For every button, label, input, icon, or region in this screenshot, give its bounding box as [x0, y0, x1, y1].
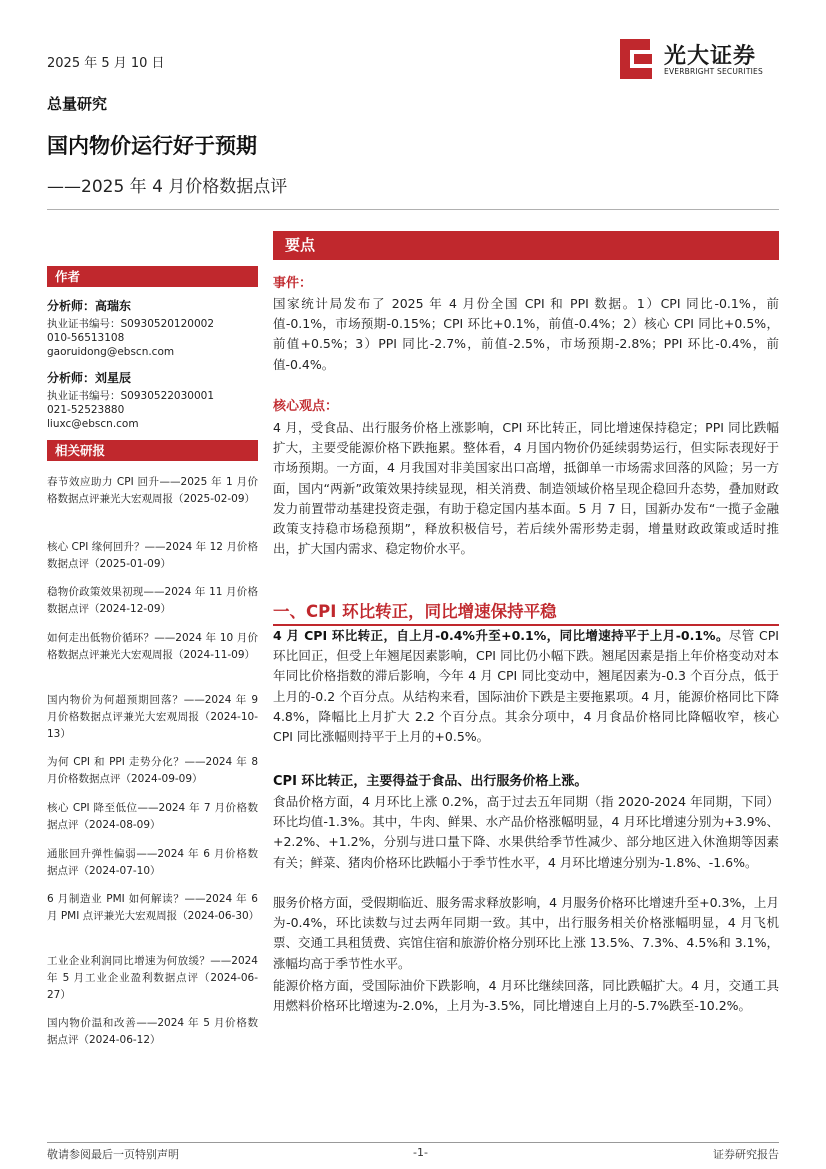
- analyst-cert: 执业证书编号：S0930522030001: [47, 390, 215, 402]
- everbright-logo: [618, 37, 778, 81]
- authors-heading: 作者: [47, 266, 258, 287]
- related-report-item[interactable]: 核心 CPI 降至低位——2024 年 7 月价格数据点评（2024-08-09）: [47, 802, 258, 831]
- logo-english-name: EVERBRIGHT SECURITIES: [664, 67, 763, 76]
- section-1-body: 尽管 CPI 环比回正，但受上年翘尾因素影响，CPI 同比仍小幅下跌。翘尾因素是指上年价格变动对本年同比价格指数的滞后影响，今年 4 月 CPI 同比变动中，翘尾因素为-0.3 个百分点，低于上月的-0.2 个百分点。从结构来看，国际油价下跌是主要拖累项。4 月，能源价格同比下降 4.8%，降幅比上月扩大 2.2 个百分点。其余分项中，4 月食品价格同比降幅收窄，核心 CPI 同比涨幅则持平于上月的+0.5%。: [273, 628, 779, 745]
- footer-divider: [47, 1142, 779, 1143]
- analyst-name: 分析师：高瑞东: [47, 299, 132, 313]
- analyst-email[interactable]: gaoruidong@ebscn.com: [47, 346, 175, 358]
- related-report-item[interactable]: 春节效应助力 CPI 回升——2025 年 1 月价格数据点评兼光大宏观周报（2025-02-09）: [47, 476, 258, 505]
- footer-disclaimer-note: 敬请参阅最后一页特别声明: [47, 1148, 179, 1161]
- key-points-heading: 要点: [273, 231, 779, 260]
- related-report-item[interactable]: 核心 CPI 缘何回升？——2024 年 12 月价格数据点评（2025-01-09）: [47, 541, 258, 570]
- section-1-title: 一、CPI 环比转正，同比增速保持平稳: [273, 602, 557, 621]
- analyst-cert: 执业证书编号：S0930520120002: [47, 318, 215, 330]
- core-view-paragraph: 4 月，受食品、出行服务价格上涨影响，CPI 环比转正，同比增速保持稳定；PPI 同比跌幅扩大，主要受能源价格下跌拖累。整体看，4 月国内物价仍延续弱势运行，但实际表现好于市场预期。一方面，4 月我国对非美国家出口高增，抵御单一市场需求回落的风险；另一方面，国内“两新”政策效果持续显现，相关消费、制造领域价格呈现企稳回升态势，叠加财政发力前置带动基建投资走强，有助于稳定国内基本面。5 月 7 日，国新办发布“一揽子金融政策支持稳市场稳预期”，释放积极信号，若后续外需形势走弱，增量财政政策或适时推出，扩大国内需求、稳定物价水平。: [273, 420, 779, 557]
- footer-report-type: 证券研究报告: [713, 1148, 779, 1161]
- report-date: 2025 年 5 月 10 日: [47, 56, 165, 71]
- analyst-1: [47, 297, 258, 359]
- related-report-item[interactable]: 6 月制造业 PMI 如何解读？——2024 年 6 月 PMI 点评兼光大宏观周报（2024-06-30）: [47, 893, 260, 922]
- service-price-paragraph: 服务价格方面，受假期临近、服务需求释放影响，4 月服务价格环比增速升至+0.3%，上月为-0.4%，环比读数与过去两年同期一致。其中，出行服务相关价格涨幅明显，4 月飞机票、交通工具租赁费、宾馆住宿和旅游价格分别环比上涨 13.5%、7.3%、4.5%和 3.1%，涨幅均高于季节性水平。: [273, 895, 779, 971]
- analyst-name: 分析师：刘星辰: [47, 371, 132, 385]
- related-report-item[interactable]: 为何 CPI 和 PPI 走势分化？——2024 年 8 月价格数据点评（2024-09-09）: [47, 756, 258, 785]
- title-divider: [47, 209, 779, 210]
- energy-price-paragraph: 能源价格方面，受国际油价下跌影响，4 月环比继续回落，同比跌幅扩大。4 月，交通工具用燃料价格环比增速为-2.0%，上月为-3.5%，同比增速自上月的-5.7%跌至-10.2%。: [273, 978, 779, 1014]
- related-reports-heading: 相关研报: [47, 440, 258, 461]
- subsection-1-title: CPI 环比转正，主要得益于食品、出行服务价格上涨。: [273, 774, 588, 789]
- event-label: 事件：: [273, 276, 313, 291]
- report-category: 总量研究: [47, 95, 108, 113]
- analyst-2: [47, 369, 258, 431]
- report-subtitle: ——2025 年 4 月价格数据点评: [47, 177, 288, 197]
- report-title: 国内物价运行好于预期: [47, 134, 257, 158]
- section-1-lead: 4 月 CPI 环比转正，自上月-0.4%升至+0.1%，同比增速持平于上月-0.1%。: [273, 628, 729, 643]
- analyst-email[interactable]: liuxc@ebscn.com: [47, 418, 139, 430]
- everbright-logo-icon: [618, 39, 654, 79]
- related-report-item[interactable]: 通胀回升弹性偏弱——2024 年 6 月价格数据点评（2024-07-10）: [47, 848, 258, 877]
- related-report-item[interactable]: 国内物价为何超预期回落？——2024 年 9 月价格数据点评兼光大宏观周报（2024-10-13）: [47, 694, 258, 740]
- section-1-paragraph: [273, 626, 779, 747]
- related-report-item[interactable]: 如何走出低物价循环？——2024 年 10 月价格数据点评兼光大宏观周报（2024-11-09）: [47, 632, 258, 661]
- logo-chinese-name: 光大证券: [664, 44, 757, 69]
- page-number: -1-: [413, 1146, 428, 1159]
- related-report-item[interactable]: 国内物价温和改善——2024 年 5 月价格数据点评（2024-06-12）: [47, 1017, 258, 1046]
- related-report-item[interactable]: 工业企业利润同比增速为何放缓？——2024 年 5 月工业企业盈利数据点评（2024-06-27）: [47, 955, 258, 1001]
- core-view-label: 核心观点：: [273, 399, 339, 414]
- event-paragraph: 国家统计局发布了 2025 年 4 月份全国 CPI 和 PPI 数据。1）CPI 同比-0.1%，前值-0.1%，市场预期-0.15%；CPI 环比+0.1%，前值-0.4%；2）核心 CPI 同比+0.5%，前值+0.5%；3）PPI 同比-2.7%，前值-2.5%，市场预期-2.8%；PPI 环比-0.4%，前值-0.4%。: [273, 296, 779, 372]
- food-price-paragraph: 食品价格方面，4 月环比上涨 0.2%，高于过去五年同期（指 2020-2024 年同期，下同）环比均值-1.3%。其中，牛肉、鲜果、水产品价格涨幅明显，4 月环比增速分别为+3.9%、+2.2%、+1.2%，分别与进口量下降、水果供给季节性减少、部分地区进入休渔期等因素有关；鲜菜、猪肉价格环比跌幅小于季节性水平，4 月环比增速分别为-1.8%、-1.6%。: [273, 794, 779, 870]
- related-report-item[interactable]: 稳物价政策效果初现——2024 年 11 月价格数据点评（2024-12-09）: [47, 586, 258, 615]
- analyst-phone: 010-56513108: [47, 332, 125, 344]
- analyst-phone: 021-52523880: [47, 404, 125, 416]
